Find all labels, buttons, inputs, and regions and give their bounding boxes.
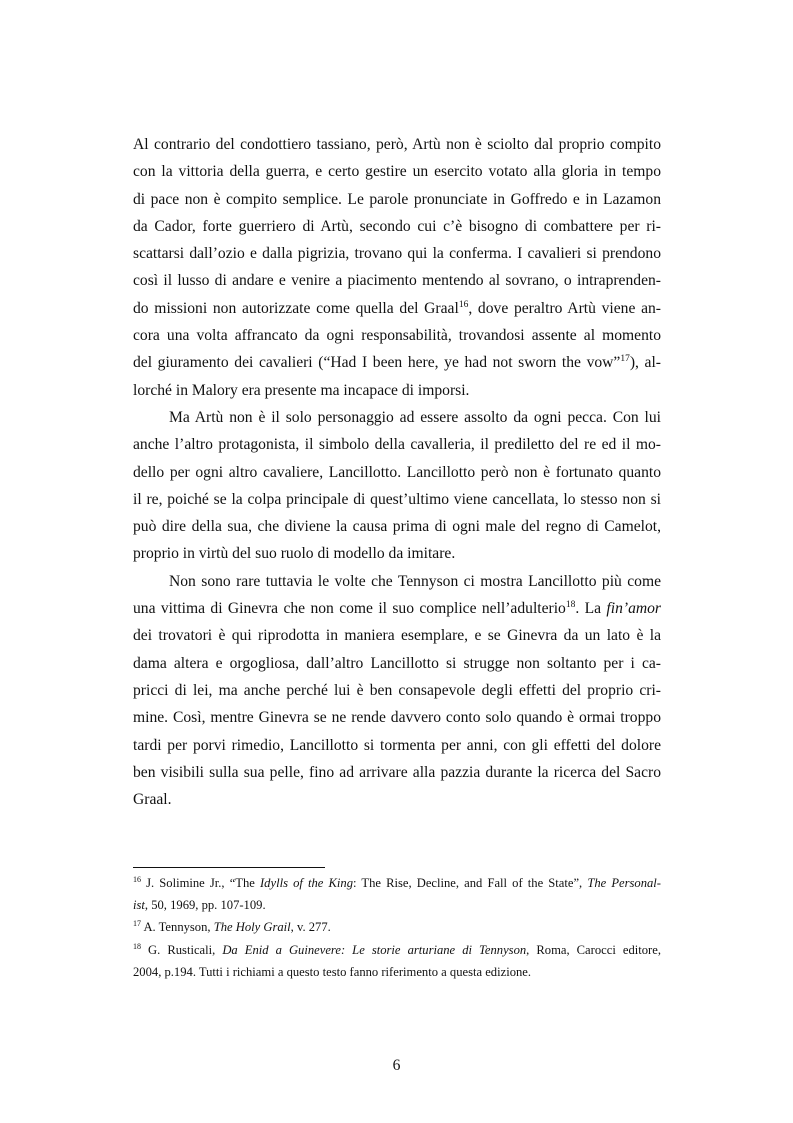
text-line [133, 595, 661, 622]
text-line: tardi per porvi rimedio, Lancillotto si tormenta per anni, con gli effetti del dolore [133, 736, 661, 754]
text-line [133, 349, 661, 376]
text-line: di pace non è compito semplice. Le parole pronunciate in Goffredo e in Lazamon [133, 190, 661, 208]
footnote-number: 18 [133, 941, 141, 951]
body-text [133, 131, 661, 813]
text-line: cora una volta affrancato da ogni responsabilità, trovandosi assente al momento [133, 327, 661, 345]
text-line: Non sono rare tuttavia le volte che Tennyson ci mostra Lancillotto più come [169, 572, 661, 590]
text-line: dello per ogni altro cavaliere, Lancillotto. Lancillotto però non è fortunato quanto [133, 463, 661, 481]
paragraph-2 [133, 404, 661, 568]
text-line: proprio in virtù del suo ruolo di modello da imitare. [133, 545, 456, 563]
footnote-text: G. Rusticali, [141, 942, 223, 957]
footnote-journal: The Personal- [587, 876, 662, 890]
paragraph-3 [133, 568, 661, 814]
footnote-text: , 50, 1969, pp. 107-109. [144, 898, 266, 913]
text-line: ben visibili sulla sua pelle, fino ad arrivare alla pazzia durante la ricerca del Sacro [133, 763, 661, 781]
text-segment: ), al- [629, 354, 661, 372]
footnote-number: 17 [133, 919, 141, 929]
footnote-separator [133, 867, 325, 868]
footnote-ref-18[interactable]: 18 [565, 600, 576, 611]
footnote-title: Idylls of the King [259, 876, 353, 890]
text-line: così il lusso di andare e venire a piacimento mentendo al sovrano, o intraprenden- [133, 272, 661, 290]
footnote-text: , v. 277. [290, 920, 331, 935]
text-line: da Cador, forte guerriero di Artù, secondo cui c’è bisogno di combattere per ri- [133, 217, 661, 235]
text-line: Al contrario del condottiero tassiano, però, Artù non è sciolto dal proprio compito [133, 136, 661, 153]
text-line: dama altera e orgogliosa, dall’altro Lancillotto si strugge non soltanto per i ca- [133, 654, 661, 672]
text-line: pricci di lei, ma anche perché lui è ben consapevole degli effetti del proprio cri- [133, 681, 661, 699]
text-line: Ma Artù non è il solo personaggio ad essere assolto da ogni pecca. Con lui [169, 408, 661, 426]
footnote-text: , Roma, Carocci editore, [526, 942, 661, 957]
text-line: con la vittoria della guerra, e certo gestire un esercito votato alla gloria in tempo [133, 163, 661, 181]
text-line: può dire della sua, che diviene la causa prima di ogni male del regno di Camelot, [133, 518, 661, 536]
text-line: anche l’altro protagonista, il simbolo della cavalleria, il prediletto del re ed il mo- [133, 436, 661, 454]
footnote-16-cont [133, 894, 661, 916]
paragraph-1 [133, 131, 661, 404]
footnote-18 [133, 939, 661, 961]
footnote-18-cont: 2004, p.194. Tutti i richiami a questo testo fanno riferimento a questa edizione. [133, 964, 532, 979]
text-segment: del giuramento dei cavalieri (“Had I been here, ye had not sworn the vow” [133, 354, 621, 372]
footnote-text: J. Solimine Jr., “The [141, 876, 260, 890]
text-line: il re, poiché se la colpa principale di quest’ultimo viene cancellata, lo stesso non si [133, 490, 661, 508]
text-line: dei trovatori è qui riprodotta in maniera esemplare, e se Ginevra da un lato è la [133, 627, 661, 645]
footnote-17 [133, 916, 661, 938]
footnote-title: The Holy Grail [213, 920, 291, 935]
text-segment: . La [575, 600, 607, 618]
text-segment: una vittima di Ginevra che non come il suo complice nell’adulterio [133, 600, 566, 618]
text-line: Graal. [133, 791, 172, 809]
footnote-ref-17[interactable]: 17 [620, 354, 630, 365]
text-segment: do missioni non autorizzate come quella del Graal [133, 299, 459, 317]
text-line: lorché in Malory era presente ma incapace di imporsi. [133, 381, 470, 399]
footnote-text: : The Rise, Decline, and Fall of the State”, [353, 876, 588, 890]
emphasis-text: fin’amor [606, 600, 661, 618]
footnote-16 [133, 872, 661, 894]
footnote-text: A. Tennyson, [141, 920, 214, 935]
footnote-journal: ist [133, 898, 145, 913]
footnotes [133, 872, 661, 983]
footnote-title: Da Enid a Guinevere: Le storie arturiane di Tennyson [222, 942, 527, 957]
text-line [133, 295, 661, 322]
page-number: 6 [392, 1057, 401, 1074]
footnote-ref-16[interactable]: 16 [458, 299, 469, 310]
text-segment: , dove peraltro Artù viene an- [468, 299, 661, 317]
text-line: scattarsi dall’ozio e dalla pigrizia, trovano qui la conferma. I cavalieri si prendono [133, 245, 661, 263]
footnote-number: 16 [133, 875, 141, 884]
text-line: mine. Così, mentre Ginevra se ne rende davvero conto solo quando è ormai troppo [133, 709, 661, 727]
